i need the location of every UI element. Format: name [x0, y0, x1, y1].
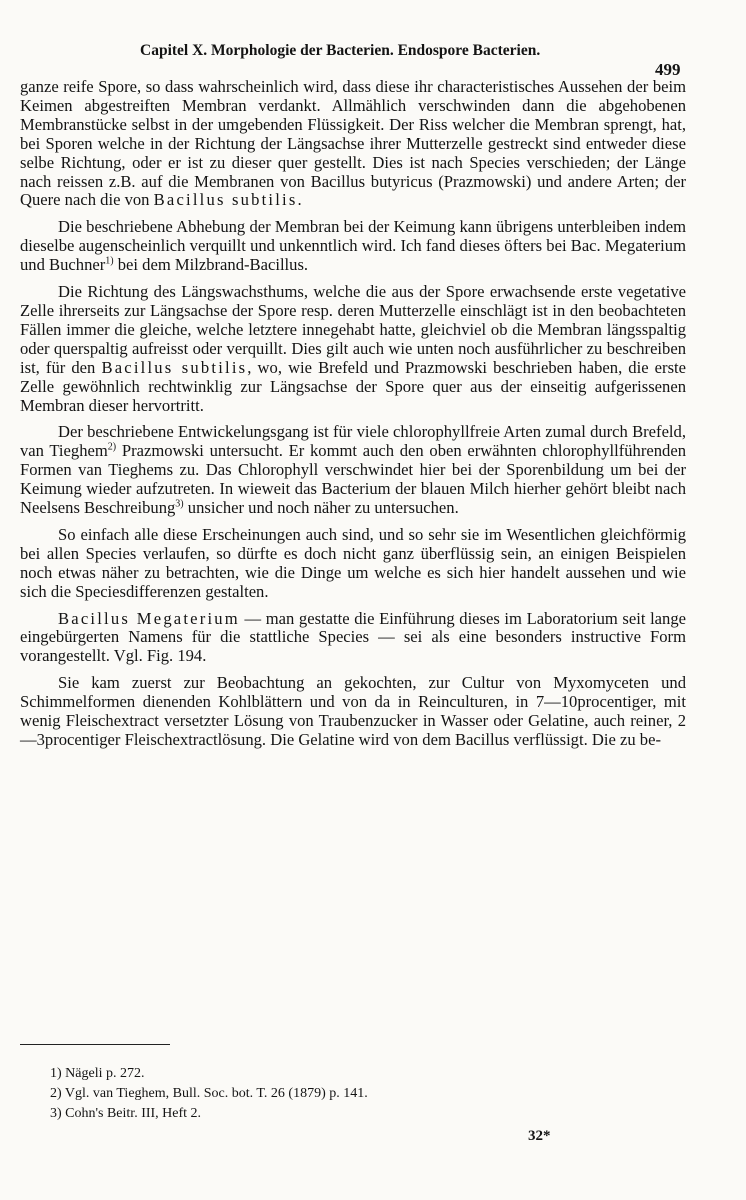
paragraph-7-text: Sie kam zuerst zur Beobachtung an gekochten, zur Cultur von Myxomyceten und Schimmelformen dienenden Kohlblättern und von da in Reinculturen, in 7—10procentiger, mit wenig Fleischextract versetzter Lösung von Traubenzucker in Wasser oder Gelatine, auch reiner, 2—3procentiger Fleischextractlösung. Die Gelatine wird von dem Bacillus verflüssigt. Die zu be- — [20, 673, 686, 749]
paragraph-3-text: Die Richtung des Längswachsthums, welche die aus der Spore erwachsende erste vegetative Zelle ihrerseits zur Längsachse der Spore resp. deren Mutterzelle einschlägt ist in den beobachteten Fällen immer die gleiche, welche letztere innegehabt hatte, gleichviel ob die Membran längsspaltig oder querspaltig aufreisst oder verquillt. Dies gilt auch wie unten noch ausführlicher zu beschreiben ist, für den — [20, 282, 686, 377]
paragraph-4-mid: Prazmowski untersucht. Er kommt auch den oben erwähnten chlorophyllführenden Formen van Tieghems zu. Das Chlorophyll verschwindet hier bei der Sporenbildung um bei der Keimung wieder aufzutreten. In wieweit das Bacterium der blauen Milch hierher gehört bleibt nach Neelsens Beschreibung — [20, 441, 686, 518]
paragraph-6-text: — man gestatte die Einführung dieses im Laboratorium seit lange eingebürgerten Namens für die stattliche Species — sei als eine besonders instructive Form vorangestellt. Vgl. Fig. 194. — [20, 608, 686, 666]
signature-mark — [484, 1128, 551, 1145]
paragraph-4-text: Der beschriebene Entwickelungsgang ist für viele chlorophyllfreie Arten zumal durch Brefeld, van Tieghem — [20, 422, 686, 461]
paragraph-2-end: bei dem Milzbrand-Bacillus. — [113, 255, 309, 275]
paragraph-5-text: So einfach alle diese Erscheinungen auch sind, und so sehr sie im Wesentlichen gleichförmig bei allen Species verlaufen, so dürfte es doch nicht ganz überflüssig sein, an einigen Beispielen noch etwas näher zu betrachten, wie die Dinge um welche es sich hier handelt aussehen und wie sich die Speciesdifferenzen gestalten. — [20, 524, 686, 601]
footnote-ref-2: 2) — [107, 441, 117, 453]
paragraph-1 — [20, 78, 686, 210]
paragraph-6 — [20, 610, 686, 667]
paragraph-1-text: ganze reife Spore, so dass wahrscheinlich wird, dass diese ihr characteristisches Aussehen der beim Keimen abgestreiften Membran verdankt. Allmählich verschwinden dann die abgehobenen Membranstücke selbst in der umgebenden Flüssigkeit. Der Riss welcher die Membran sprengt, hat, bei Sporen welche in der Richtung der Längsachse ihrer Mutterzelle gestreckt sind entweder diese selbe Richtung, oder er ist zu dieser quer gestellt. Dies ist nach Species verschieden; der Länge nach reissen z.B. auf die Membranen von Bacillus butyricus (Prazmowski) und andere Arten; der Quere nach die von — [20, 77, 686, 210]
paragraph-5 — [20, 526, 686, 602]
sheet-signature: 32* — [528, 1128, 551, 1144]
paragraph-4-end: unsicher und noch näher zu untersuchen. — [183, 498, 459, 518]
footnotes — [50, 1064, 550, 1124]
species-name: Bacillus subtilis — [153, 190, 298, 210]
paragraph-3 — [20, 283, 686, 415]
footnote-ref-3: 3) — [175, 498, 184, 510]
footnote-1: 1) Nägeli p. 272. — [50, 1066, 145, 1081]
species-name: Bacillus Megaterium — [58, 608, 240, 628]
main-text — [20, 78, 686, 758]
paragraph-2 — [20, 218, 686, 275]
paragraph-2-text: Die beschriebene Abhebung der Membran bei der Keimung kann übrigens unterbleiben indem dieselbe augenscheinlich verquillt und unkenntlich wird. Ich fand dieses öfters bei Bac. Megaterium und Buchner — [20, 217, 686, 275]
paragraph-7 — [20, 674, 686, 750]
paragraph-3-end: , wo, wie Brefeld und Prazmowski beschrieben haben, die erste Zelle gewöhnlich rechtwinklig zur Längsachse der Spore quer aus der einseitig aufgerissenen Membran dieser hervortritt. — [20, 357, 687, 415]
running-header: Capitel X. Morphologie der Bacterien. Endospore Bacterien. — [140, 42, 541, 59]
species-name: Bacillus subtilis — [101, 357, 248, 377]
page-number: 499 — [655, 60, 681, 79]
paragraph-1-end: . — [297, 190, 302, 210]
footnote-3: 3) Cohn's Beitr. III, Heft 2. — [50, 1106, 202, 1121]
footnote-2: 2) Vgl. van Tieghem, Bull. Soc. bot. T. 26 (1879) p. 141. — [50, 1086, 368, 1101]
paragraph-4 — [20, 423, 686, 518]
footnote-rule — [20, 1044, 170, 1045]
footnote-ref-1: 1) — [105, 255, 114, 267]
